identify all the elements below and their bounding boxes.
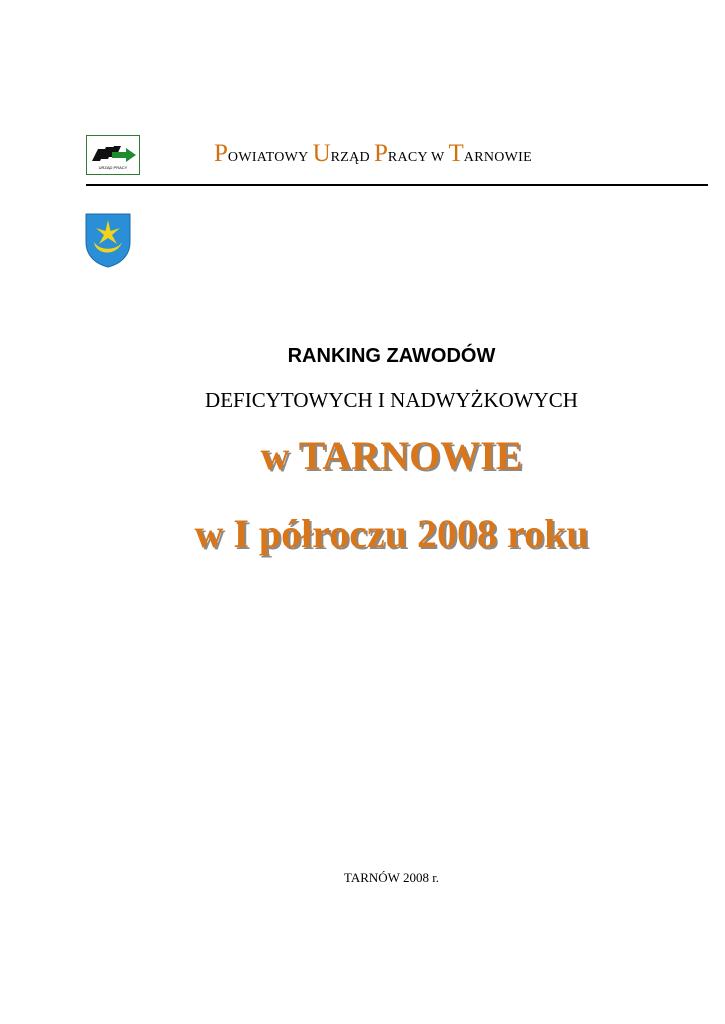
place-and-date: TARNÓW 2008 r. — [343, 870, 440, 885]
labour-office-logo-icon — [86, 135, 140, 175]
office-name-cap-2: U — [312, 140, 331, 167]
title-ranking: RANKING ZAWODÓW — [287, 345, 496, 367]
office-name-rest-4: ARNOWIE — [463, 150, 532, 165]
office-name-rest-1: OWIATOWY — [227, 150, 309, 165]
office-name-cap-1: P — [214, 140, 228, 167]
header-divider — [86, 184, 708, 186]
office-name-rest-3: RACY W — [387, 150, 445, 165]
office-name-header — [214, 140, 532, 168]
title-city: w TARNOWIE — [260, 433, 523, 478]
crest-icon — [84, 212, 132, 268]
office-name-rest-2: RZĄD — [330, 150, 370, 165]
logo-caption: URZĄD PRACY — [98, 165, 128, 170]
labour-office-logo — [86, 135, 140, 175]
tarnow-crest — [84, 212, 132, 268]
office-name-cap-4: T — [448, 140, 464, 167]
title-deficit-surplus: DEFICYTOWYCH I NADWYŻKOWYCH — [205, 388, 578, 412]
title-period: w I półroczu 2008 roku — [194, 511, 589, 556]
office-name-cap-3: P — [373, 140, 388, 167]
